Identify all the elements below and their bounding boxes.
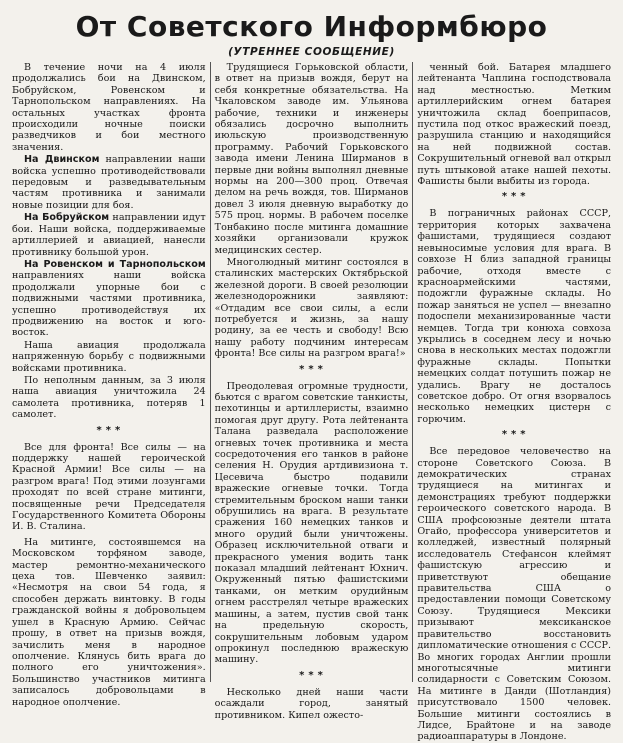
direction-label: На Бобруйском xyxy=(24,212,110,224)
page-title: От Советского Информбюро xyxy=(75,10,548,43)
column-2 xyxy=(210,62,413,721)
paragraph-text: направлении идут бои. Наши войска, поддерживаемые артиллерией и авиацией, нанесли противнику большой урон. xyxy=(12,212,206,258)
paragraph: Наша авиация продолжала напряженную борьбу с подвижными войсками противника. xyxy=(12,339,206,374)
section-separator: * * * xyxy=(299,363,324,375)
section-separator: * * * xyxy=(501,191,527,203)
paragraph: В течение ночи на 4 июля продолжались бои на Двинском, Бобруйском, Ровенском и Тарнопольском направлениях. На остальных участках фронта происходили ночные поиски разведчиков и бои местного значения. xyxy=(12,62,206,153)
direction-label: На Двинском xyxy=(24,154,100,166)
section-separator: * * * xyxy=(501,429,527,441)
paragraph: По неполным данным, за 3 июля наша авиация уничтожила 24 самолета противника, потеряв 1 самолет. xyxy=(12,374,206,421)
paragraph xyxy=(12,154,206,211)
paragraph-text: направлениях наши войска продолжали упорные бои с подвижными частями противника, успешно противодействуя их продвижению на восток и юго-восток. xyxy=(12,270,206,339)
paragraph: Преодолевая огромные трудности, бьются с врагом советские танкисты, пехотинцы и артиллеристы, взаимно помогая друг другу. Рота лейтенанта Талана разведала расположение огневых точек противника и места сосредоточения его танков в районе селения Н. Орудия артдивизиона т. Цесевича быстро подавили вражеские огневые точки. Тогда стремительным броском наши танки обрушились на врага. В результате сражения 160 немецких танков и много орудий были уничтожены. Образец исключительной отваги и прекрасного умения водить танк показал младший лейтенант Юхнич. Окруженный пятью фашистскими танками, он метким орудийным огнем расстрелял четыре вражеских машины, а затем, пустив свой танк на предельную скорость, сокрушительным лобовым ударом опрокинул последнюю вражескую машину. xyxy=(214,380,409,666)
section-separator: * * * xyxy=(299,669,324,681)
direction-label: На Ровенском и Тарнопольском xyxy=(24,258,206,270)
paragraph: ченный бой. Батарея младшего лейтенанта Чаплина господствовала над местностью. Метким артиллерийским огнем батарея уничтожила склад боеприпасов, пустила под откос вражеский поезд, разрушила станцию и находящийся на ней подвижной состав. Сокрушительный огневой вал открыл путь штыковой атаке нашей пехоты. Фашисты были выбиты из города. xyxy=(417,62,612,188)
column-3 xyxy=(412,62,615,743)
paragraph-text: направлении наши войска успешно противодействовали передовым и разведывательным частям противника и занимали новые позиции для боя. xyxy=(12,154,206,211)
paragraph: На митинге, состоявшемся на Московском торфяном заводе, мастер ремонтно-механического цеха тов. Шевченко заявил: «Несмотря на свои 54 года, я способен держать винтовку. В годы гражданской войны я добровольцем ушел в Красную Армию. Сейчас прошу, в ответ на призыв вождя, зачислить меня в народное ополчение. Клянусь бить врага до полного его уничтожения». Большинство участников митинга записалось добровольцами в народное ополчение. xyxy=(12,536,206,708)
paragraph: Многолюдный митинг состоялся в сталинских мастерских Октябрьской железной дороги. В своей резолюции железнодорожники заявляют: «Отдадим все свои силы, а если потребуется и жизнь, за нашу родину, за ее честь и свободу! Всю нашу работу подчиним интересам фронта! Все силы на разгром врага!» xyxy=(214,256,409,360)
paragraph: Все передовое человечество на стороне Советского Союза. В демократических странах трудящиеся на митингах и демонстрациях требуют поддержки героического советского народа. В США профсоюзные деятели штата Огайо, профессора университетов и колледжей, известный полярный исследователь Стефансон клеймят фашистскую агрессию и приветствуют обещание правительства США о предоставлении помощи Советскому Союзу. Трудящиеся Мексики призывают мексиканское правительство восстановить дипломатические отношения с СССР. Во многих городах Англии прошли многотысячные митинги солидарности с Советским Союзом. На митинге в Данди (Шотландия) присутствовало 1500 человек. Большие митинги состоялись в Лидсе, Брайтоне и на заводе радиоаппаратуры в Лондоне. xyxy=(417,446,612,743)
paragraph xyxy=(12,212,206,258)
article-columns xyxy=(8,62,615,743)
paragraph: Несколько дней наши части осаждали город, занятый противником. Кипел ожесто- xyxy=(214,686,409,721)
paragraph: Трудящиеся Горьковской области, в ответ на призыв вождя, берут на себя конкретные обязательства. На Чкаловском заводе им. Ульянова рабочие, техники и инженеры обязались досрочно выполнить июльскую производственную программу. Рабочий Горьковского завода имени Ленина Ширманов в первые дни войны выполнял дневные нормы на 200—300 проц. Отвечая делом на речь вождя, тов. Ширманов довел 3 июля дневную выработку до 575 проц. нормы. В рабочем поселке Тонбакино после митинга домашние хозяйки организовали кружок медицинских сестер. xyxy=(214,62,409,256)
paragraph: В пограничных районах СССР, территория которых захвачена фашистами, трудящиеся создают невыносимые условия для врага. В совхозе Н близ западной границы рабочие, отходя вместе с красноармейскими частями, подожгли фуражные склады. Но пожар заняться не успел — внезапно подоспели механизированные части немцев. Тогда три конюха совхоза укрылись в соседнем лесу и ночью снова в нескольких местах подожгли фуражные склады. Попытки немецких солдат потушить пожар не удались. Врагу не досталось советское добро. От огня взорвалось несколько немецких цистерн с горючим. xyxy=(417,208,612,425)
page-subtitle: (УТРЕННЕЕ СООБЩЕНИЕ) xyxy=(228,46,395,58)
column-1 xyxy=(8,62,210,708)
paragraph xyxy=(12,259,206,339)
section-separator: * * * xyxy=(96,424,122,436)
paragraph: Все для фронта! Все силы — на поддержку нашей героической Красной Армии! Все силы — на разгром врага! Под этими лозунгами проходят по всей стране митинги, посвященные речи Председателя Государственного Комитета Обороны И. В. Сталина. xyxy=(12,441,206,533)
